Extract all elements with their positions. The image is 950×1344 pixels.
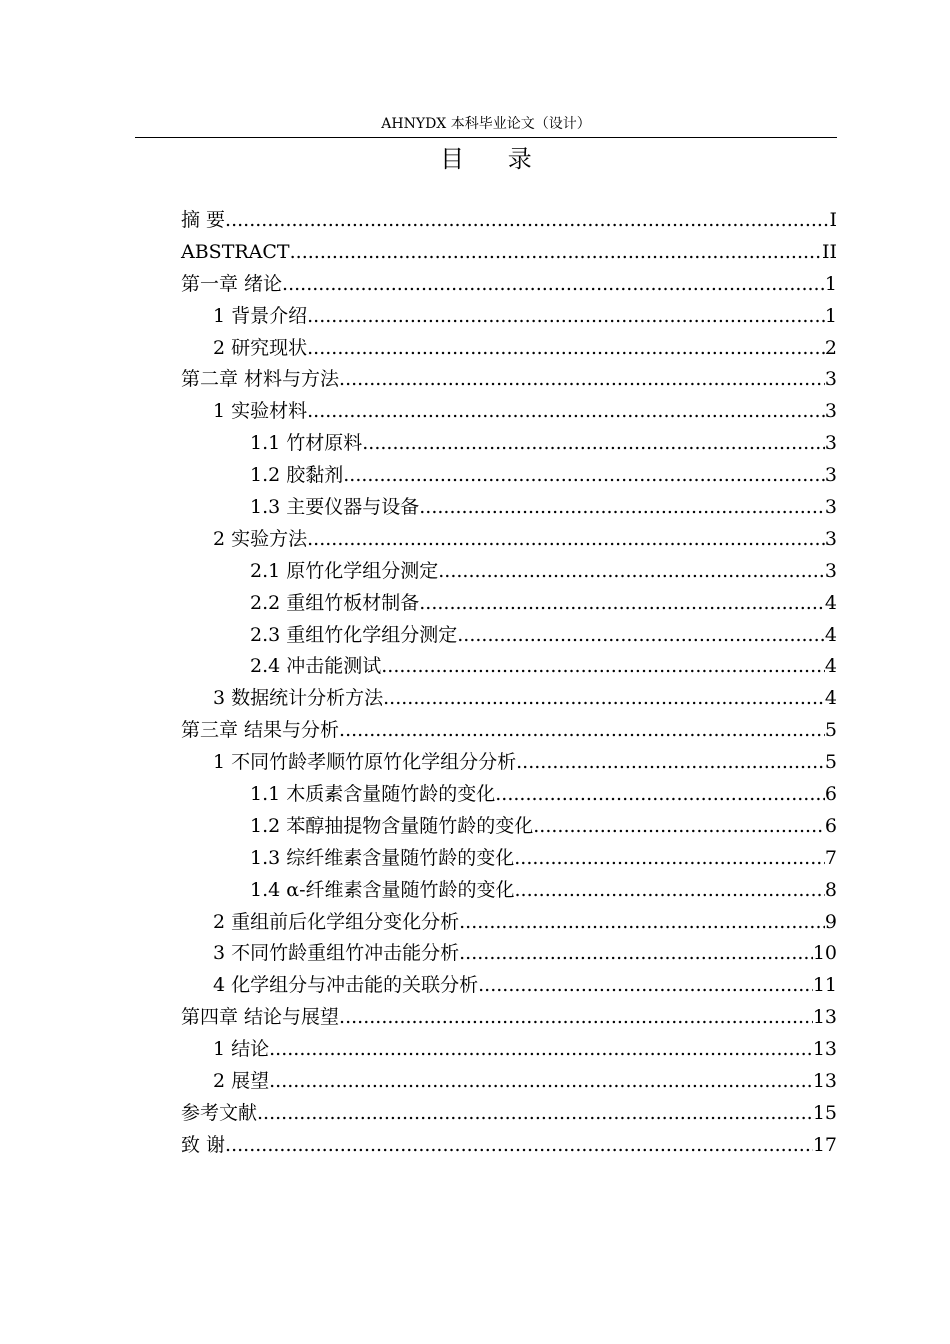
- toc-entry-page-number: 11: [812, 974, 837, 997]
- toc-entry-label: 1.2 苯醇抽提物含量随竹龄的变化: [250, 814, 534, 837]
- toc-entry-label: 第四章 结论与展望: [181, 1006, 340, 1029]
- toc-title: 目 录: [440, 145, 550, 173]
- toc-entry-page-number: 13: [812, 1038, 837, 1061]
- toc-entry[interactable]: [181, 237, 837, 269]
- dot-leader: [343, 460, 825, 492]
- dot-leader: [339, 364, 825, 396]
- toc-entry-page-number: 4: [824, 623, 837, 646]
- dot-leader: [269, 1034, 813, 1066]
- toc-entry-page-number: 4: [824, 655, 837, 678]
- toc-entry[interactable]: [181, 301, 837, 333]
- dot-leader: [459, 938, 813, 970]
- dot-leader: [533, 811, 825, 843]
- toc-entry-label: 参考文献: [181, 1101, 258, 1124]
- toc-entry-page-number: 1: [824, 272, 837, 295]
- toc-entry[interactable]: [181, 524, 837, 556]
- toc-entry[interactable]: [181, 205, 837, 237]
- dot-leader: [362, 428, 825, 460]
- toc-entry[interactable]: [181, 811, 837, 843]
- toc-entry-label: 1.1 木质素含量随竹龄的变化: [250, 783, 496, 806]
- toc-entry-page-number: 9: [824, 910, 837, 933]
- toc-entry[interactable]: [181, 588, 837, 620]
- toc-entry-page-number: 13: [812, 1006, 837, 1029]
- toc-entry-page-number: 3: [824, 464, 837, 487]
- toc-entry[interactable]: [181, 1066, 837, 1098]
- dot-leader: [383, 683, 825, 715]
- toc-entry-page-number: I: [829, 209, 837, 231]
- header-divider: [135, 137, 837, 138]
- toc-entry-page-number: 15: [812, 1101, 837, 1124]
- toc-entry-page-number: II: [821, 240, 837, 263]
- toc-entry-page-number: 4: [824, 687, 837, 710]
- toc-entry[interactable]: [181, 492, 837, 524]
- toc-entry[interactable]: [181, 333, 837, 365]
- toc-entry-page-number: 1: [824, 304, 837, 327]
- toc-entry-label: 1.3 综纤维素含量随竹龄的变化: [250, 846, 515, 869]
- toc-entry-label: 2 展望: [213, 1070, 270, 1093]
- dot-leader: [495, 779, 825, 811]
- toc-entry-page-number: 10: [812, 942, 837, 965]
- toc-entry-label: 1 不同竹龄孝顺竹原竹化学组分分析: [213, 751, 517, 774]
- dot-leader: [514, 843, 825, 875]
- toc-entry-label: 3 数据统计分析方法: [213, 687, 384, 710]
- dot-leader: [478, 970, 813, 1002]
- toc-entry-label: 2.4 冲击能测试: [250, 655, 382, 678]
- dot-leader: [381, 651, 825, 683]
- toc-entry-page-number: 3: [824, 368, 837, 391]
- dot-leader: [515, 875, 825, 907]
- toc-entry[interactable]: [181, 1130, 837, 1162]
- toc-entry[interactable]: [181, 1002, 837, 1034]
- toc-entry-label: 1.3 主要仪器与设备: [250, 496, 420, 519]
- toc-entry[interactable]: [181, 460, 837, 492]
- toc-entry[interactable]: [181, 269, 837, 301]
- toc-entry-label: 2.3 重组竹化学组分测定: [250, 623, 458, 646]
- toc-entry[interactable]: [181, 1034, 837, 1066]
- toc-entry[interactable]: [181, 970, 837, 1002]
- dot-leader: [459, 907, 825, 939]
- toc-entry-label: 2 研究现状: [213, 336, 308, 359]
- toc-entry-page-number: 2: [824, 336, 837, 359]
- dot-leader: [282, 269, 825, 301]
- toc-entry-page-number: 7: [824, 846, 837, 869]
- toc-entry-page-number: 6: [824, 814, 837, 837]
- dot-leader: [269, 1066, 813, 1098]
- toc-entry-label: 1 结论: [213, 1038, 270, 1061]
- toc-entry-page-number: 5: [824, 719, 837, 742]
- dot-leader: [225, 205, 829, 237]
- toc-entry-label: 1.2 胶黏剂: [250, 464, 344, 487]
- toc-entry-page-number: 3: [824, 527, 837, 550]
- running-header: AHNYDX 本科毕业论文（设计）: [381, 116, 591, 132]
- toc-entry[interactable]: [181, 651, 837, 683]
- dot-leader: [225, 1130, 813, 1162]
- dot-leader: [419, 492, 825, 524]
- toc-entry[interactable]: [181, 875, 837, 907]
- toc-entry[interactable]: [181, 396, 837, 428]
- table-of-contents: [181, 205, 837, 1162]
- toc-entry[interactable]: [181, 907, 837, 939]
- toc-entry-label: 1 背景介绍: [213, 304, 308, 327]
- dot-leader: [307, 524, 825, 556]
- dot-leader: [419, 588, 825, 620]
- dot-leader: [257, 1098, 813, 1130]
- toc-entry-label: 4 化学组分与冲击能的关联分析: [213, 974, 479, 997]
- dot-leader: [438, 556, 825, 588]
- toc-entry[interactable]: [181, 1098, 837, 1130]
- dot-leader: [307, 301, 825, 333]
- toc-entry-label: 3 不同竹龄重组竹冲击能分析: [213, 942, 460, 965]
- toc-entry[interactable]: [181, 620, 837, 652]
- toc-entry[interactable]: [181, 556, 837, 588]
- toc-entry[interactable]: [181, 428, 837, 460]
- dot-leader: [307, 396, 825, 428]
- toc-entry-label: 1 实验材料: [213, 400, 308, 423]
- toc-entry-label: 摘 要: [181, 209, 226, 231]
- toc-entry[interactable]: [181, 938, 837, 970]
- toc-entry[interactable]: [181, 715, 837, 747]
- dot-leader: [307, 333, 825, 365]
- toc-entry-page-number: 3: [824, 400, 837, 423]
- toc-entry-page-number: 4: [824, 591, 837, 614]
- toc-entry-label: 2 实验方法: [213, 527, 308, 550]
- toc-entry-page-number: 6: [824, 783, 837, 806]
- toc-entry-page-number: 5: [824, 751, 837, 774]
- dot-leader: [339, 715, 825, 747]
- toc-entry-label: 2.2 重组竹板材制备: [250, 591, 420, 614]
- toc-entry-page-number: 3: [824, 432, 837, 455]
- toc-entry-label: 1.4 α-纤维素含量随竹龄的变化: [250, 878, 515, 901]
- dot-leader: [457, 620, 825, 652]
- toc-entry-page-number: 8: [824, 878, 837, 901]
- toc-entry[interactable]: [181, 747, 837, 779]
- toc-entry-label: 第一章 绪论: [181, 272, 283, 295]
- dot-leader: [290, 237, 822, 269]
- dot-leader: [516, 747, 825, 779]
- toc-entry-label: 1.1 竹材原料: [250, 432, 363, 455]
- toc-entry[interactable]: [181, 683, 837, 715]
- toc-entry-label: 2.1 原竹化学组分测定: [250, 559, 439, 582]
- toc-entry-label: ABSTRACT: [181, 240, 290, 263]
- toc-entry[interactable]: [181, 364, 837, 396]
- dot-leader: [339, 1002, 813, 1034]
- toc-entry-page-number: 17: [812, 1133, 837, 1156]
- toc-entry-page-number: 3: [824, 559, 837, 582]
- toc-entry[interactable]: [181, 843, 837, 875]
- toc-entry-page-number: 3: [824, 496, 837, 519]
- toc-entry-label: 第三章 结果与分析: [181, 719, 340, 742]
- toc-entry-label: 致 谢: [181, 1133, 226, 1156]
- toc-entry-page-number: 13: [812, 1070, 837, 1093]
- toc-entry[interactable]: [181, 779, 837, 811]
- toc-entry-label: 第二章 材料与方法: [181, 368, 340, 391]
- toc-entry-label: 2 重组前后化学组分变化分析: [213, 910, 460, 933]
